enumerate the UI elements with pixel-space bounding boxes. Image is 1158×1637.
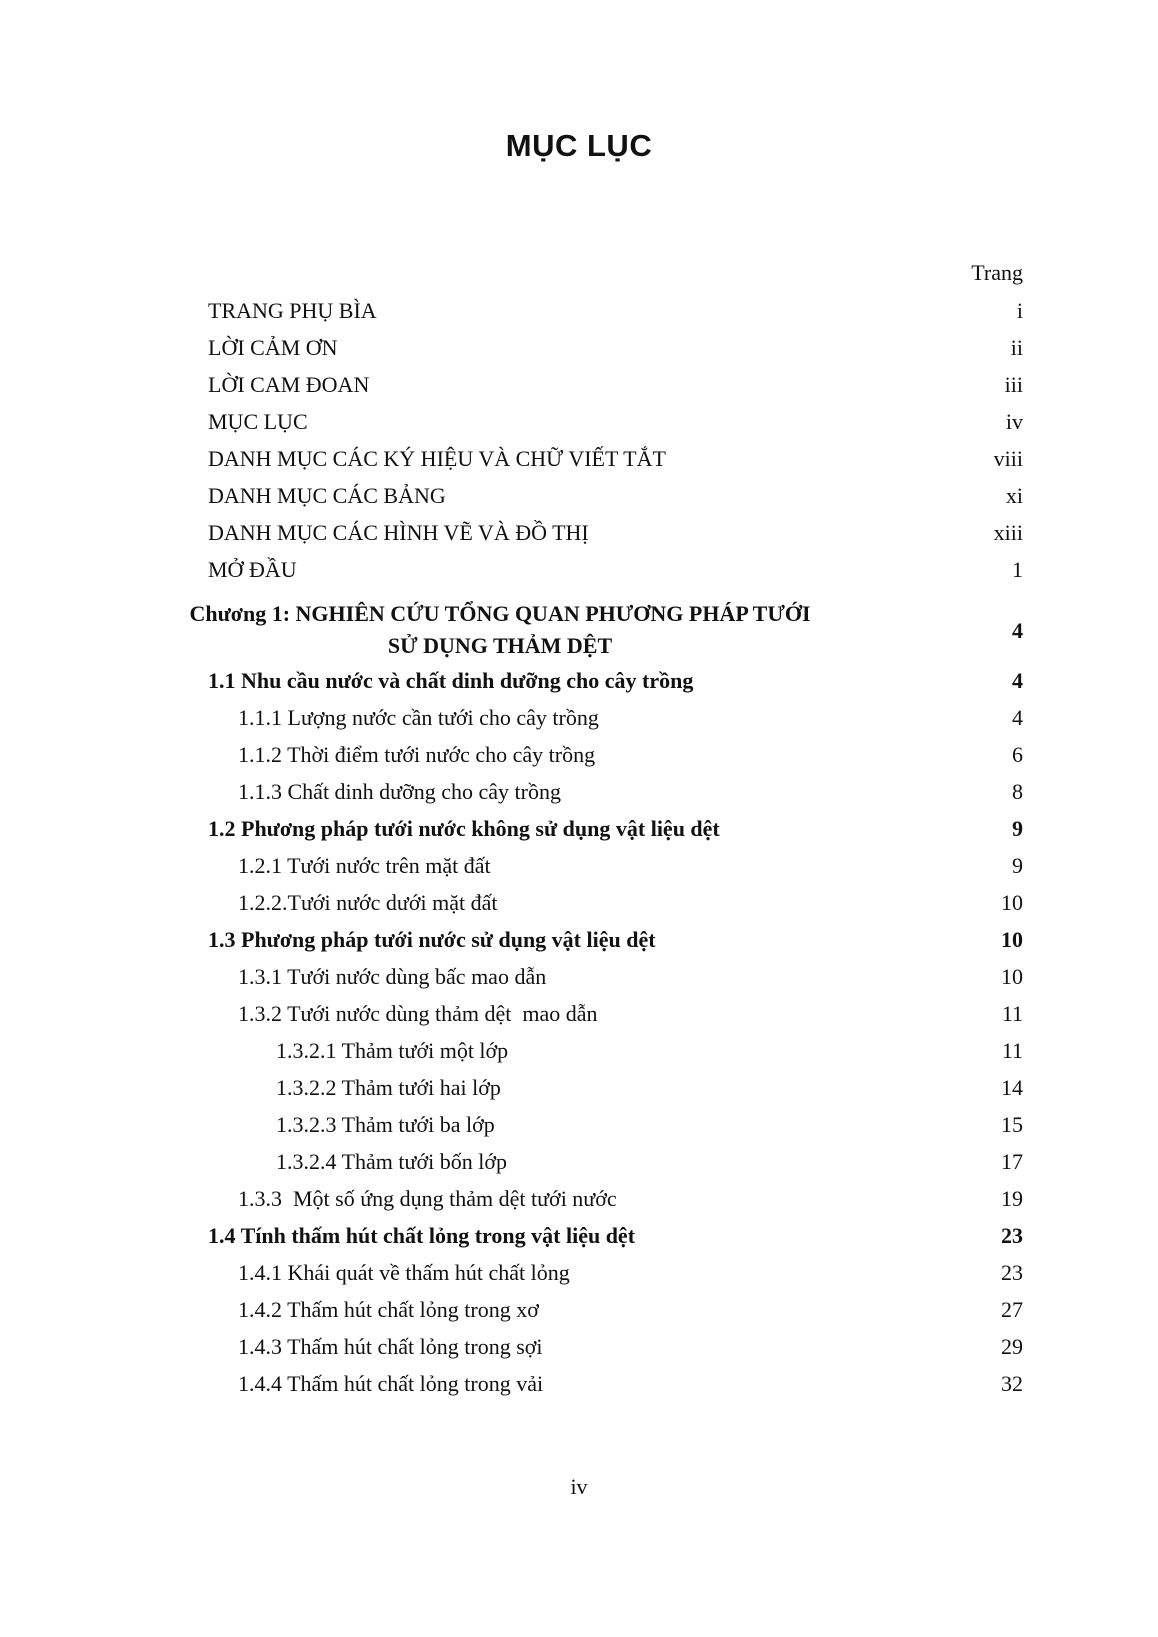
toc-section-page: 23 <box>1001 1223 1023 1248</box>
toc-subsection <box>0 999 1158 1029</box>
toc-entry-page: iv <box>1005 409 1023 434</box>
toc-subsection <box>0 703 1158 733</box>
toc-subsection <box>0 1369 1158 1399</box>
toc-entry-label: MỞ ĐẦU <box>208 557 297 582</box>
toc-subsection-page: 23 <box>1001 1260 1023 1285</box>
toc-entry <box>0 333 1158 363</box>
toc-subsubsection <box>0 1036 1158 1066</box>
toc-subsubsection-page: 11 <box>1001 1038 1023 1063</box>
toc-subsection-label: 1.3.2 Tưới nước dùng thảm dệt mao dẫn <box>238 1001 598 1026</box>
toc-entry-page: viii <box>993 446 1023 471</box>
chapter-title-line2: SỬ DỤNG THẢM DỆT <box>387 633 613 658</box>
toc-subsection-page: 29 <box>1001 1334 1023 1359</box>
page-column-header: Trang <box>971 260 1023 285</box>
toc-entry-label: LỜI CẢM ƠN <box>208 335 338 360</box>
toc-subsection-label: 1.1.2 Thời điểm tưới nước cho cây trồng <box>238 742 596 767</box>
toc-section-page: 9 <box>1012 816 1023 841</box>
toc-subsection <box>0 888 1158 918</box>
footer-page-number: iv <box>570 1474 588 1499</box>
toc-section-label: 1.2 Phương pháp tưới nước không sử dụng vật liệu dệt <box>208 816 720 841</box>
toc-subsection-page: 19 <box>1001 1186 1023 1211</box>
toc-subsection-page: 8 <box>1012 779 1023 804</box>
toc-subsection <box>0 740 1158 770</box>
toc-subsection-page: 32 <box>1001 1371 1023 1396</box>
toc-subsection-page: 6 <box>1012 742 1023 767</box>
toc-entry-page: ii <box>1010 335 1023 360</box>
toc-subsubsection <box>0 1110 1158 1140</box>
toc-subsubsection <box>0 1147 1158 1177</box>
toc-section <box>0 925 1158 955</box>
toc-entry <box>0 444 1158 474</box>
toc-section-page: 10 <box>1001 927 1023 952</box>
toc-entry <box>0 296 1158 326</box>
toc-subsection-label: 1.4.4 Thấm hút chất lỏng trong vải <box>238 1371 544 1396</box>
toc-subsubsection <box>0 1073 1158 1103</box>
toc-subsection-page: 11 <box>1001 1001 1023 1026</box>
toc-section <box>0 666 1158 696</box>
toc-subsubsection-page: 15 <box>1001 1112 1023 1137</box>
toc-section-label: 1.3 Phương pháp tưới nước sử dụng vật liệu dệt <box>208 927 656 952</box>
toc-subsection-page: 27 <box>1001 1297 1023 1322</box>
toc-subsection-label: 1.4.3 Thấm hút chất lỏng trong sợi <box>238 1334 543 1359</box>
toc-subsection <box>0 777 1158 807</box>
toc-entry-page: xi <box>1005 483 1023 508</box>
toc-entry <box>0 407 1158 437</box>
toc-entry-page: xiii <box>993 520 1023 545</box>
toc-subsection-page: 4 <box>1012 705 1023 730</box>
toc-subsubsection-label: 1.3.2.4 Thảm tưới bốn lớp <box>276 1149 507 1174</box>
toc-section-page: 4 <box>1012 668 1023 693</box>
toc-subsection-label: 1.2.1 Tưới nước trên mặt đất <box>238 853 491 878</box>
toc-entry-page: 1 <box>1012 557 1023 582</box>
toc-subsubsection-label: 1.3.2.1 Thảm tưới một lớp <box>276 1038 509 1063</box>
toc-section <box>0 1221 1158 1251</box>
toc-subsubsection-label: 1.3.2.3 Thảm tưới ba lớp <box>276 1112 495 1137</box>
toc-subsection <box>0 962 1158 992</box>
toc-subsection-label: 1.3.3 Một số ứng dụng thảm dệt tưới nước <box>238 1186 617 1211</box>
toc-subsection-label: 1.1.3 Chất dinh dưỡng cho cây trồng <box>238 779 561 804</box>
toc-subsection <box>0 1332 1158 1362</box>
toc-subsection <box>0 851 1158 881</box>
toc-entry <box>0 555 1158 585</box>
toc-entry-label: MỤC LỤC <box>208 409 308 434</box>
page-title: MỤC LỤC <box>505 128 653 163</box>
toc-subsection-page: 10 <box>1001 964 1023 989</box>
toc-subsection-label: 1.4.2 Thấm hút chất lỏng trong xơ <box>238 1297 539 1322</box>
chapter-title-line1: Chương 1: NGHIÊN CỨU TỔNG QUAN PHƯƠNG PHÁP TƯỚI <box>189 601 811 626</box>
toc-entry-page: iii <box>1004 372 1023 397</box>
toc-subsection <box>0 1258 1158 1288</box>
toc-subsection-label: 1.1.1 Lượng nước cần tưới cho cây trồng <box>238 705 599 730</box>
toc-entry <box>0 481 1158 511</box>
chapter-heading <box>160 598 840 662</box>
toc-entry <box>0 370 1158 400</box>
toc-entry-page: i <box>1016 298 1023 323</box>
toc-subsubsection-page: 17 <box>1001 1149 1023 1174</box>
toc-subsection-page: 9 <box>1012 853 1023 878</box>
toc-entry-label: TRANG PHỤ BÌA <box>208 298 377 323</box>
toc-subsection <box>0 1295 1158 1325</box>
toc-subsection <box>0 1184 1158 1214</box>
toc-subsection-label: 1.2.2.Tưới nước dưới mặt đất <box>238 890 498 915</box>
toc-section-label: 1.1 Nhu cầu nước và chất dinh dưỡng cho cây trồng <box>208 668 694 693</box>
toc-subsection-page: 10 <box>1001 890 1023 915</box>
toc-entry-label: DANH MỤC CÁC KÝ HIỆU VÀ CHỮ VIẾT TẮT <box>208 446 666 471</box>
toc-entry-label: DANH MỤC CÁC HÌNH VẼ VÀ ĐỒ THỊ <box>208 520 589 545</box>
toc-section-label: 1.4 Tính thấm hút chất lỏng trong vật liệu dệt <box>208 1223 636 1248</box>
toc-subsubsection-page: 14 <box>1001 1075 1023 1100</box>
toc-section <box>0 814 1158 844</box>
chapter-page: 4 <box>1012 618 1023 643</box>
toc-entry <box>0 518 1158 548</box>
toc-subsection-label: 1.4.1 Khái quát về thấm hút chất lỏng <box>238 1260 570 1285</box>
toc-subsubsection-label: 1.3.2.2 Thảm tưới hai lớp <box>276 1075 501 1100</box>
toc-subsection-label: 1.3.1 Tưới nước dùng bấc mao dẫn <box>238 964 547 989</box>
toc-entry-label: LỜI CAM ĐOAN <box>208 372 370 397</box>
toc-entry-label: DANH MỤC CÁC BẢNG <box>208 483 446 508</box>
